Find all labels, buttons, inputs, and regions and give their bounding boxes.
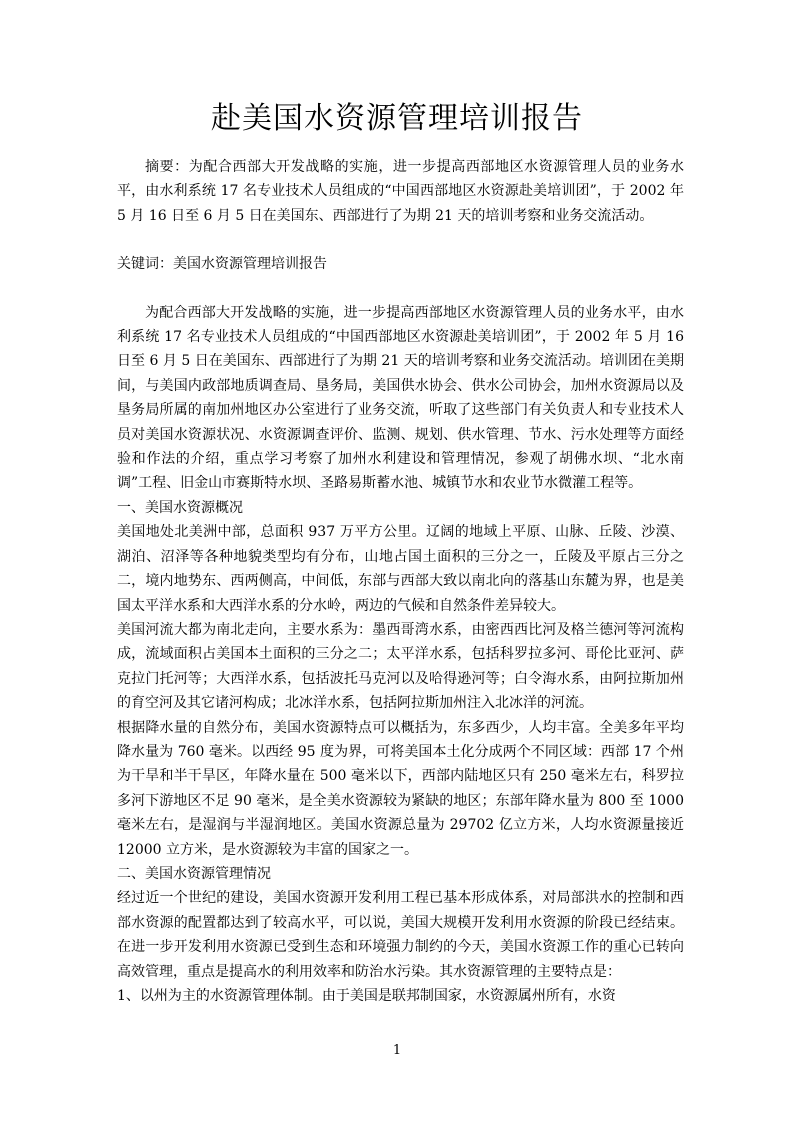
- spacer: [117, 228, 684, 252]
- document-body: [117, 155, 684, 1008]
- intro-paragraph: 为配合西部大开发战略的实施，进一步提高西部地区水资源管理人员的业务水平，由水利系统 17 名专业技术人员组成的“中国西部地区水资源赴美培训团”，于 2002 年 5 月 16 日至 6 月 5 日在美国东、西部进行了为期 21 天的培训考察和业务交流活动。培训团在美期间，与美国内政部地质调查局、垦务局，美国供水协会、供水公司协会，加州水资源局以及垦务局所属的南加州地区办公室进行了业务交流，听取了这些部门有关负责人和专业技术人员对美国水资源状况、水资源调查评价、监测、规划、供水管理、节水、污水处理等方面经验和作法的介绍，重点学习考察了加州水利建设和管理情况，参观了胡佛水坝、“北水南调”工程、旧金山市赛斯特水坝、圣路易斯蓄水池、城镇节水和农业节水微灌工程等。: [117, 304, 684, 492]
- section1-paragraph-1: 美国地处北美洲中部，总面积 937 万平方公里。辽阔的地域上平原、山脉、丘陵、沙漠、湖泊、沼泽等各种地貌类型均有分布，山地占国土面积的三分之一，丘陵及平原占三分之二，境内地势东、西两侧高，中间低，东部与西部大致以南北向的落基山东麓为界，也是美国太平洋水系和大西洋水系的分水岭，两边的气候和自然条件差异较大。: [117, 524, 684, 614]
- section2-item-1: 1、以州为主的水资源管理体制。由于美国是联邦制国家，水资源属州所有，水资: [117, 988, 616, 1004]
- document-title: 赴美国水资源管理培训报告: [211, 101, 583, 136]
- keywords-line: 关键词：美国水资源管理培训报告: [117, 256, 327, 273]
- section1-paragraph-2: 美国河流大都为南北走向，主要水系为：墨西哥湾水系，由密西西比河及格兰德河等河流构成，流域面积占美国本土面积的三分之二；太平洋水系，包括科罗拉多河、哥伦比亚河、萨克拉门托河等；大西洋水系，包括波托马克河以及哈得逊河等；白令海水系，由阿拉斯加州的育空河及其它诸河构成；北冰洋水系，包括阿拉斯加州注入北冰洋的河流。: [117, 621, 684, 712]
- page-number: 1: [392, 1043, 402, 1058]
- section-heading-1: 一、美国水资源概况: [117, 499, 243, 516]
- spacer: [117, 277, 684, 301]
- section2-paragraph-1: 经过近一个世纪的建设，美国水资源开发利用工程已基本形成体系，对局部洪水的控制和西部水资源的配置都达到了较高水平，可以说，美国大规模开发利用水资源的阶段已经结束。在进一步开发利用水资源已受到生态和环境强力制约的今天，美国水资源工作的重心已转向高效管理，重点是提高水的利用效率和防治水污染。其水资源管理的主要特点是：: [117, 890, 684, 980]
- section1-paragraph-3: 根据降水量的自然分布，美国水资源特点可以概括为，东多西少，人均丰富。全美多年平均降水量为 760 毫米。以西经 95 度为界，可将美国本土化分成两个不同区域：西部 17 个州为干旱和半干旱区，年降水量在 500 毫米以下，西部内陆地区只有 250 毫米左右，科罗拉多河下游地区不足 90 毫米，是全美水资源较为紧缺的地区；东部年降水量为 800 至 1000 毫米左右，是湿润与半湿润地区。美国水资源总量为 29702 亿立方米，人均水资源量接近 12000 立方米，是水资源较为丰富的国家之一。: [117, 719, 684, 858]
- section-heading-2: 二、美国水资源管理情况: [117, 865, 271, 882]
- abstract-paragraph: 摘要：为配合西部大开发战略的实施，进一步提高西部地区水资源管理人员的业务水平，由水利系统 17 名专业技术人员组成的“中国西部地区水资源赴美培训团”，于 2002 年 5 月 16 日至 6 月 5 日在美国东、西部进行了为期 21 天的培训考察和业务交流活动。: [117, 159, 684, 224]
